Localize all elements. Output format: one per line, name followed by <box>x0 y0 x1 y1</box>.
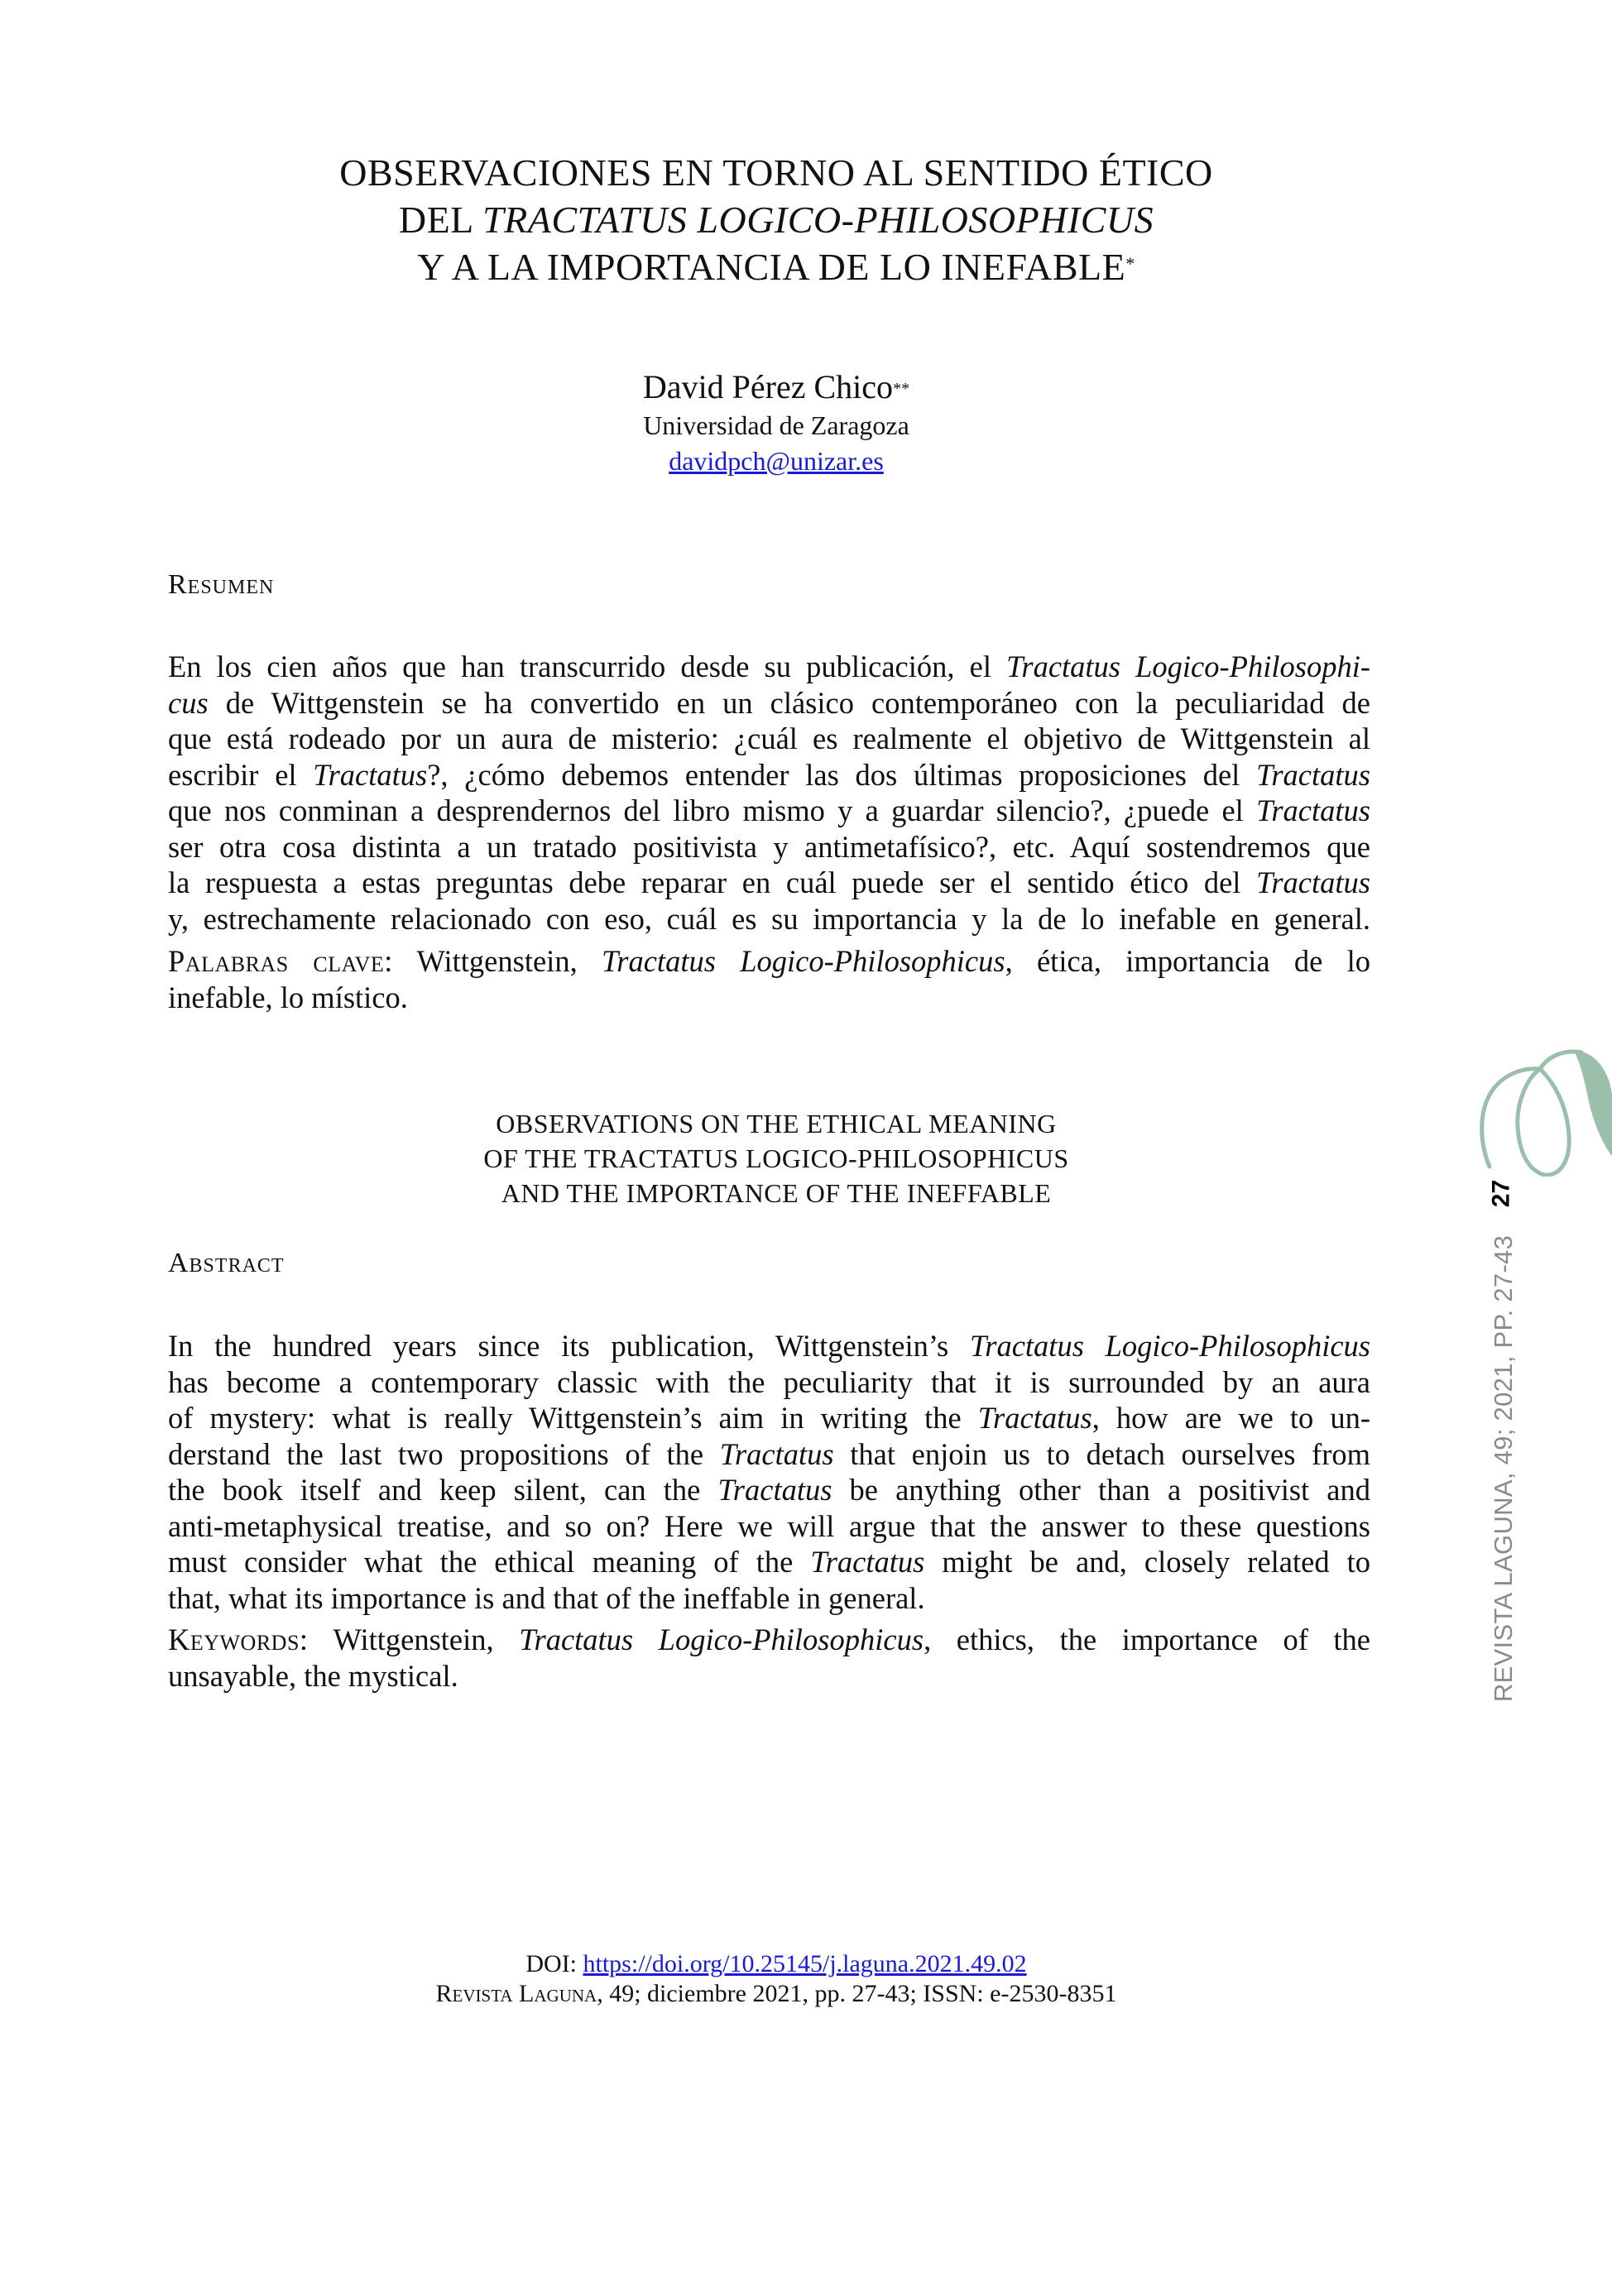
title-footnote-mark[interactable]: * <box>1125 253 1135 274</box>
abstract-line: of mystery: what is really Wittgenstein’s aim in writing the Tractatus, how are we to un- <box>168 1401 1370 1435</box>
running-head-text: REVISTA LAGUNA, 49; 2021, PP. 27-43 <box>1489 1234 1518 1703</box>
doi-label: DOI: <box>525 1950 583 1977</box>
title-line-1: OBSERVACIONES EN TORNO AL SENTIDO ÉTICO <box>339 151 1213 194</box>
resumen-line: la respuesta a estas preguntas debe reparar en cuál puede ser el sentido ético del Tractatus <box>168 865 1370 899</box>
running-head <box>1487 1234 1520 1703</box>
journal-citation <box>168 1979 1384 2009</box>
author-name <box>168 367 1384 408</box>
title-line-2-prefix: DEL <box>398 199 483 241</box>
keywords-label: Keywords: <box>168 1623 309 1656</box>
author-footnote-mark[interactable]: ** <box>893 380 910 398</box>
author-email-link[interactable]: davidpch@unizar.es <box>669 446 884 476</box>
author-affiliation: Universidad de Zaragoza <box>643 410 909 440</box>
abstract-line: In the hundred years since its publication, Wittgenstein’s Tractatus Logico-Philosophicus <box>168 1329 1370 1363</box>
abstract-line: derstand the last two propositions of the Tractatus that enjoin us to detach ourselves from <box>168 1436 1370 1471</box>
resumen-heading: Resumen <box>168 569 275 600</box>
abstract-line: that, what its importance is and that of the ineffable in general. <box>168 1580 925 1615</box>
title-line-3-text: Y A LA IMPORTANCIA DE LO INEFABLE <box>417 246 1126 288</box>
abstract-line: has become a contemporary classic with the peculiarity that it is surrounded by an aura <box>168 1364 1370 1399</box>
author-block <box>168 367 1384 479</box>
abstract-line: anti-metaphysical treatise, and so on? Here we will argue that the answer to these questions <box>168 1508 1370 1543</box>
abstract-line: must consider what the ethical meaning of the Tractatus might be and, closely related to <box>168 1545 1371 1579</box>
abstract-line: the book itself and keep silent, can the Tractatus be anything other than a positivist and <box>168 1473 1370 1507</box>
author-name-text: David Pérez Chico <box>642 368 894 405</box>
page-number <box>1476 1175 1526 1212</box>
abstract-heading: Abstract <box>168 1248 285 1278</box>
resumen-line: que está rodeado por un aura de misterio: ¿cuál es realmente el objetivo de Wittgenstein al <box>168 721 1370 755</box>
footer-citation <box>168 1949 1384 2009</box>
keywords <box>168 1622 1370 1694</box>
keywords-line-1: Keywords: Wittgenstein, Tractatus Logico-Philosophicus, ethics, the importance of the <box>168 1623 1370 1656</box>
abstract-paragraph <box>168 1328 1370 1616</box>
keywords-line-2: unsayable, the mystical. <box>168 1658 458 1693</box>
english-title-line-3: AND THE IMPORTANCE OF THE INEFFABLE <box>501 1178 1052 1208</box>
article-title <box>168 149 1384 290</box>
title-line-3 <box>168 243 1384 290</box>
doi-link[interactable]: https://doi.org/10.25145/j.laguna.2021.49.02 <box>583 1950 1027 1977</box>
resumen-paragraph <box>168 649 1370 937</box>
palabras-clave-line-2: inefable, lo místico. <box>168 980 408 1014</box>
title-line-2 <box>168 196 1384 243</box>
resumen-line: En los cien años que han transcurrido desde su publicación, el Tractatus Logico-Philosophi- <box>168 649 1370 683</box>
leaf-logo-icon <box>1478 1044 1612 1177</box>
resumen-line: y, estrechamente relacionado con eso, cuál es su importancia y la de lo inefable en general. <box>168 901 1370 936</box>
palabras-clave-label: Palabras clave: <box>168 944 393 978</box>
citation-details: , 49; diciembre 2021, pp. 27-43; ISSN: e-2530-8351 <box>597 1980 1117 2007</box>
resumen-line: ser otra cosa distinta a un tratado positivista y antimetafísico?, etc. Aquí sostendremos que <box>168 829 1370 864</box>
title-line-2-italic: TRACTATUS LOGICO-PHILOSOPHICUS <box>482 199 1154 241</box>
doi-line <box>168 1949 1384 1979</box>
english-title-line-1: OBSERVATIONS ON THE ETHICAL MEANING <box>496 1109 1057 1138</box>
page-number-text: 27 <box>1487 1179 1515 1208</box>
journal-name: Revista Laguna <box>435 1980 597 2007</box>
resumen-line: escribir el Tractatus?, ¿cómo debemos entender las dos últimas proposiciones del Tractatus <box>168 757 1370 792</box>
resumen-line: que nos conminan a desprendernos del libro mismo y a guardar silencio?, ¿puede el Tractatus <box>168 793 1370 827</box>
palabras-clave-line-1: Palabras clave: Wittgenstein, Tractatus Logico-Philosophicus, ética, importancia de lo <box>168 944 1371 978</box>
english-title-line-2: OF THE TRACTATUS LOGICO-PHILOSOPHICUS <box>483 1143 1069 1173</box>
palabras-clave <box>168 943 1370 1015</box>
english-title <box>168 1106 1384 1210</box>
resumen-line: cus de Wittgenstein se ha convertido en un clásico contemporáneo con la peculiaridad de <box>168 685 1370 720</box>
